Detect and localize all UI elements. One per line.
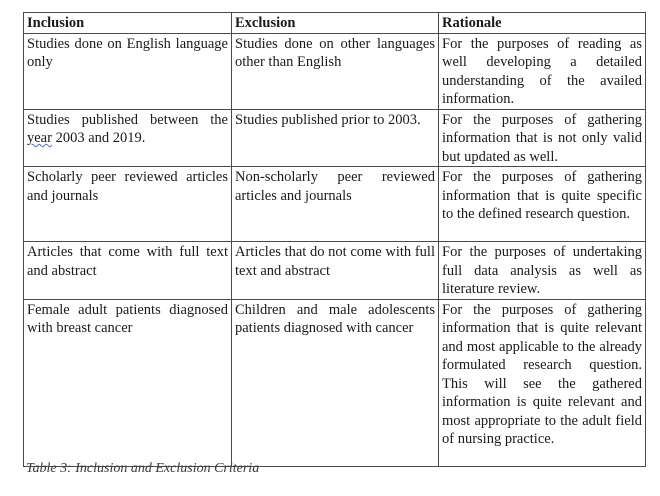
criteria-table [23,12,646,467]
inclusion-text-before: Studies published between the [27,111,228,128]
header-rationale: Rationale [439,13,646,34]
inclusion-cell: Articles that come with full text and abstract [24,242,232,300]
table-row [24,242,646,300]
inclusion-cell: Scholarly peer reviewed articles and journals [24,167,232,242]
table-row [24,109,646,167]
exclusion-cell: Studies published prior to 2003. [232,109,439,167]
rationale-cell: For the purposes of gathering information that is quite relevant and most applicable to the already formulated research question. This will see the gathered information is quite relevant and most appropriate to the adult field of nursing practice. [439,299,646,466]
exclusion-cell: Articles that do not come with full text and abstract [232,242,439,300]
rationale-cell: For the purposes of gathering information that is quite specific to the defined research question. [439,167,646,242]
spellcheck-flagged-word[interactable]: year [27,130,52,146]
inclusion-cell [24,109,232,167]
table-caption: Table 3: Inclusion and Exclusion Criteria [26,461,260,476]
inclusion-text-after: 2003 and 2019. [51,130,146,146]
table-row [24,299,646,466]
inclusion-cell: Female adult patients diagnosed with breast cancer [24,299,232,466]
exclusion-cell: Non-scholarly peer reviewed articles and journals [232,167,439,242]
table-row [24,33,646,109]
exclusion-cell: Children and male adolescents patients diagnosed with cancer [232,299,439,466]
rationale-cell: For the purposes of undertaking full data analysis as well as literature review. [439,242,646,300]
header-inclusion: Inclusion [24,13,232,34]
rationale-cell: For the purposes of reading as well developing a detailed understanding of the availed information. [439,33,646,109]
exclusion-cell: Studies done on other languages other than English [232,33,439,109]
header-exclusion: Exclusion [232,13,439,34]
table-header-row [24,13,646,34]
inclusion-cell: Studies done on English language only [24,33,232,109]
rationale-cell: For the purposes of gathering information that is not only valid but updated as well. [439,109,646,167]
table-row [24,167,646,242]
